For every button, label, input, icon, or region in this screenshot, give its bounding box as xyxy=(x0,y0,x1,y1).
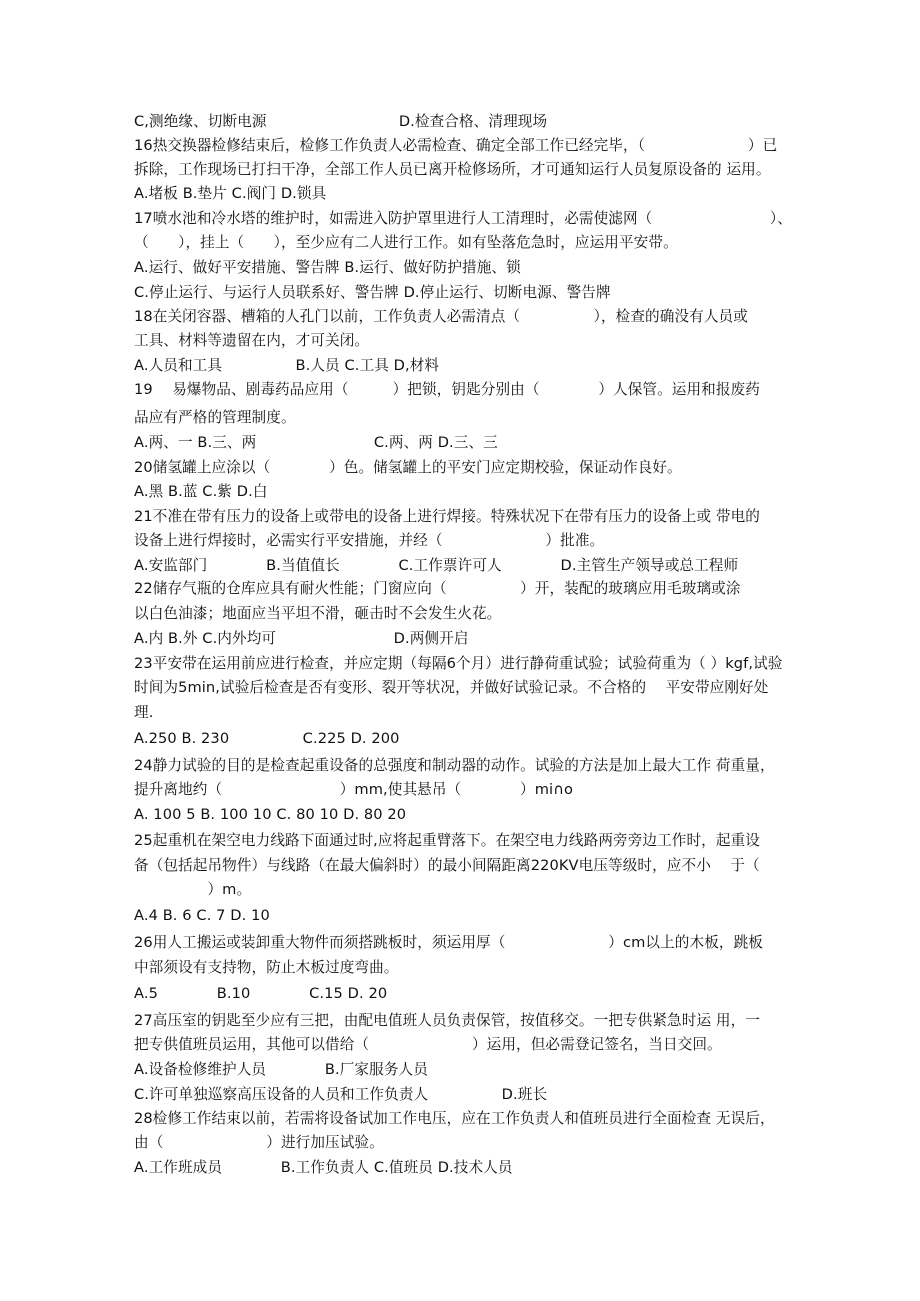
question-21-options: A.安监部门 B.当值值长 C.工作票许可人 D.主管生产领导或总工程师 xyxy=(134,557,739,574)
question-23-end: 理. xyxy=(134,704,154,721)
question-28-cont: 由（ ）进行加压试验。 xyxy=(134,1134,384,1151)
question-22: 22储存气瓶的仓库应具有耐火性能；门窗应向（ ）开，装配的玻璃应用毛玻璃或涂 xyxy=(134,580,741,597)
question-19: 19 易爆物品、剧毒药品应用（ ）把锁，钥匙分别由（ ）人保管。运用和报废药 xyxy=(134,381,760,398)
question-19-options: A.两、一 B.三、两 C.两、两 D.三、三 xyxy=(134,434,498,451)
question-23-cont: 时间为5min,试验后检查是否有变形、裂开等状况，并做好试验记录。不合格的 平安带应刚好处 xyxy=(134,679,769,696)
question-16: 16热交换器检修结束后，检修工作负责人必需检查、确定全部工作已经完毕，（ ）已 xyxy=(134,137,778,154)
question-21-cont: 设备上进行焊接时，必需实行平安措施，并经（ ）批准。 xyxy=(134,532,605,549)
question-16-cont: 拆除，工作现场已打扫干净，全部工作人员已离开检修场所，才可通知运行人员复原设备的 运用。 xyxy=(134,161,771,178)
question-23: 23平安带在运用前应进行检查，并应定期（每隔6个月）进行静荷重试验；试验荷重为（ ）kgf,试验 xyxy=(134,655,783,672)
question-27-options-ab: A.设备检修维护人员 B.厂家服务人员 xyxy=(134,1061,428,1078)
question-16-options: A.堵板 B.垫片 C.阀门 D.锁具 xyxy=(134,185,327,202)
question-25: 25起重机在架空电力线路下面通过时,应将起重臂落下。在架空电力线路两旁旁边工作时，起重设 xyxy=(134,832,760,849)
option-line: C,测绝缘、切断电源 D.检查合格、清理现场 xyxy=(134,113,548,130)
question-24-cont: 提升离地约（ ）mm,使其悬吊（ ）mi∩o xyxy=(134,781,573,798)
question-22-options: A.内 B.外 C.内外均可 D.两侧开启 xyxy=(134,630,469,647)
question-17-cont: （ ），挂上（ ），至少应有二人进行工作。如有坠落危急时，应运用平安带。 xyxy=(134,234,678,251)
question-28-options: A.工作班成员 B.工作负责人 C.值班员 D.技术人员 xyxy=(134,1159,513,1176)
question-19-cont: 品应有严格的管理制度。 xyxy=(134,409,296,426)
question-24-options: A. 100 5 B. 100 10 C. 80 10 D. 80 20 xyxy=(134,806,407,823)
question-22-cont: 以白色油漆；地面应当平坦不滑，砸击时不会发生火花。 xyxy=(134,605,502,622)
question-20-options: A.黑 B.蓝 C.紫 D.白 xyxy=(134,483,268,500)
question-18: 18在关闭容器、槽箱的人孔门以前，工作负责人必需清点（ ），检查的确没有人员或 xyxy=(134,308,748,325)
question-18-options: A.人员和工具 B.人员 C.工具 D,材料 xyxy=(134,357,440,374)
question-17-options-ab: A.运行、做好平安措施、警告牌 B.运行、做好防护措施、锁 xyxy=(134,259,521,276)
question-28: 28检修工作结束以前，若需将设备试加工作电压，应在工作负责人和值班员进行全面检查 无误后， xyxy=(134,1110,775,1127)
question-21: 21不准在带有压力的设备上或带电的设备上进行焊接。特殊状况下在带有压力的设备上或 带电的 xyxy=(134,508,760,525)
question-24: 24静力试验的目的是检查起重设备的总强度和制动器的动作。试验的方法是加上最大工作 荷重量， xyxy=(134,757,775,774)
question-26: 26用人工搬运或装卸重大物件而须搭跳板时，须运用厚（ ）cm以上的木板，跳板 xyxy=(134,934,763,951)
question-25-end: ）m。 xyxy=(134,881,252,898)
question-26-options: A.5 B.10 C.15 D. 20 xyxy=(134,985,388,1002)
question-25-options: A.4 B. 6 C. 7 D. 10 xyxy=(134,907,270,924)
question-27: 27高压室的钥匙至少应有三把，由配电值班人员负责保管，按值移交。一把专供紧急时运 用，一 xyxy=(134,1012,760,1029)
question-27-options-cd: C.许可单独巡察高压设备的人员和工作负责人 D.班长 xyxy=(134,1086,548,1103)
question-18-cont: 工具、材料等遗留在内，才可关闭。 xyxy=(134,332,370,349)
question-25-cont: 备（包括起吊物件）与线路（在最大偏斜时）的最小间隔距离220KV电压等级时，应不小 于（ xyxy=(134,857,760,874)
question-17: 17喷水池和冷水塔的维护时，如需进入防护罩里进行人工清理时，必需使滤网（ ）、 xyxy=(134,210,792,227)
question-26-cont: 中部须设有支持物，防止木板过度弯曲。 xyxy=(134,959,399,976)
question-17-options-cd: C.停止运行、与运行人员联系好、警告牌 D.停止运行、切断电源、警告牌 xyxy=(134,284,611,301)
question-23-options: A.250 B. 230 C.225 D. 200 xyxy=(134,730,400,747)
question-27-cont: 把专供值班员运用，其他可以借给（ ）运用，但必需登记签名，当日交回。 xyxy=(134,1036,722,1053)
question-20: 20储氢罐上应涂以（ ）色。储氢罐上的平安门应定期校验，保证动作良好。 xyxy=(134,459,682,476)
